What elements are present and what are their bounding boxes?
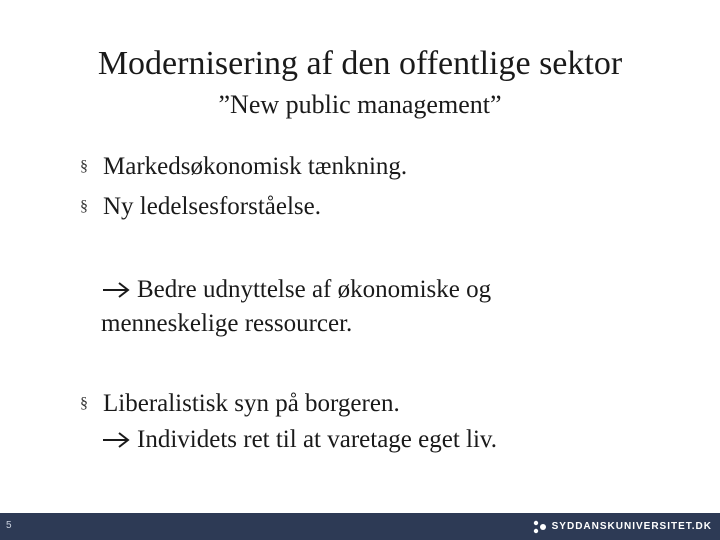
university-logo	[532, 520, 712, 534]
bullet-marker: §	[80, 158, 88, 175]
bullet-marker: §	[80, 198, 88, 215]
logo-text: SYDDANSKUNIVERSITET.DK	[551, 521, 712, 532]
arrow-note	[101, 275, 491, 305]
arrow-note-text: Bedre udnyttelse af økonomiske og	[137, 276, 492, 303]
arrow-note-text: Individets ret til at varetage eget liv.	[137, 426, 498, 453]
arrow-note	[101, 425, 497, 455]
bullet-item: Markedsøkonomisk tænkning.	[103, 153, 408, 180]
sdu-logo-icon	[532, 520, 548, 534]
right-arrow-icon	[101, 431, 131, 449]
slide-subtitle: ”New public management”	[218, 90, 502, 119]
bullet-marker: §	[80, 395, 88, 412]
arrow-note-continuation: menneskelige ressourcer.	[101, 310, 353, 337]
right-arrow-icon	[101, 281, 131, 299]
bullet-item: Liberalistisk syn på borgeren.	[103, 390, 400, 417]
page-number: 5	[6, 520, 12, 531]
bullet-item: Ny ledelsesforståelse.	[103, 193, 321, 220]
footer-bar	[0, 513, 720, 540]
slide-title: Modernisering af den offentlige sektor	[97, 45, 623, 82]
